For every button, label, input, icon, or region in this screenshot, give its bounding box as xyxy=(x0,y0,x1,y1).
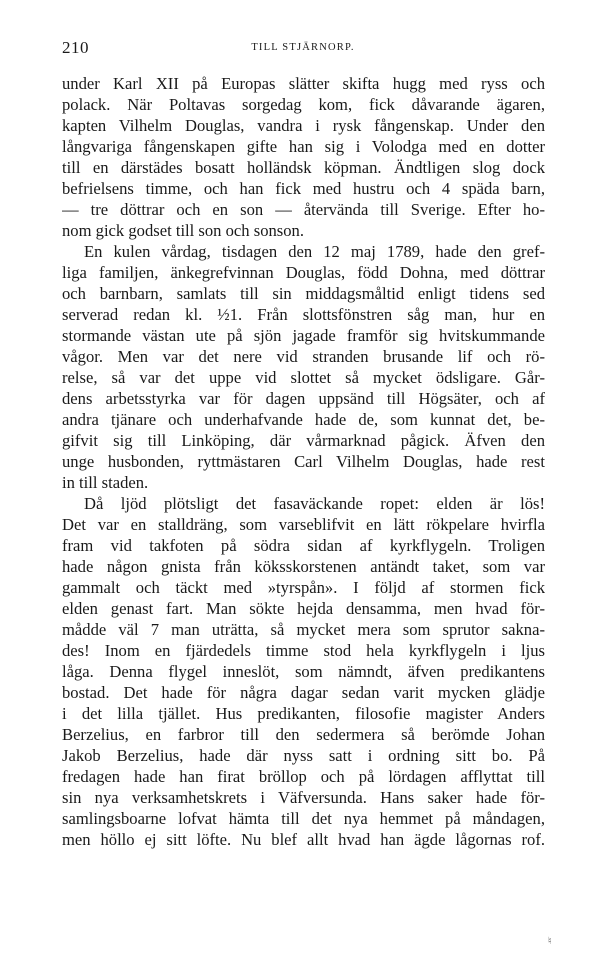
text-line: Berzelius, en farbror till den sedermera så berömde Johan xyxy=(62,725,545,744)
text-line: och barnbarn, samlats till sin middagsmåltid enligt tidens sed xyxy=(62,284,545,303)
text-line: fram vid takfoten på södra sidan af kyrkflygeln. Troligen xyxy=(62,536,545,555)
text-line: des! Inom en fjärdedels timme stod hela kyrkflygeln i ljus xyxy=(62,641,545,660)
text-line: kapten Vilhelm Douglas, vandra i rysk fångenskap. Under den xyxy=(62,116,545,135)
text-line: vågor. Men var det nere vid stranden brusande lif och rö- xyxy=(62,347,545,366)
text-line: låga. Denna flygel inneslöt, som nämndt, äfven predikantens xyxy=(62,662,545,681)
text-line: elden genast fart. Man sökte hejda densamma, men hvad för- xyxy=(62,599,545,618)
text-line: bostad. Det hade för några dagar sedan varit mycken glädje xyxy=(62,683,545,702)
text-line: långvariga fångenskapen gifte han sig i Volodga med en dotter xyxy=(62,137,545,156)
text-line: polack. När Poltavas sorgedag kom, fick dåvarande ägaren, xyxy=(62,95,545,114)
text-line: Då ljöd plötsligt det fasaväckande ropet: elden är lös! xyxy=(84,494,545,513)
text-line: sin nya verksamhetskrets i Väfversunda. Hans saker hade för- xyxy=(62,788,545,807)
text-line: nom gick godset till son och sonson. xyxy=(62,221,304,240)
text-line: relse, så var det uppe vid slottet så mycket ödsligare. Går- xyxy=(62,368,545,387)
text-line: Jakob Berzelius, hade där nyss satt i ordning sitt bo. På xyxy=(62,746,545,765)
page-number: 210 xyxy=(62,38,89,57)
text-line: liga familjen, änkegrefvinnan Douglas, född Dohna, med döttrar xyxy=(62,263,545,282)
body-text xyxy=(62,73,545,850)
text-line: andra tjänare och underhafvande hade de, som kunnat det, be- xyxy=(62,410,545,429)
text-line: unge husbonden, ryttmästaren Carl Vilhelm Douglas, hade rest xyxy=(62,452,545,471)
running-head: TILL STJÄRNORP. xyxy=(251,42,355,53)
text-line: men höllo ej sitt löfte. Nu blef allt hvad han ägde lågornas rof. xyxy=(62,830,545,849)
text-line: i det lilla tjället. Hus predikanten, filosofie magister Anders xyxy=(62,704,545,723)
page-header xyxy=(62,38,544,60)
text-line: mådde väl 7 man uträtta, så mycket mera som sprutor sakna- xyxy=(62,620,545,639)
text-line: serverad redan kl. ½1. Från slottsfönstren såg man, hur en xyxy=(62,305,545,324)
text-line: gammalt och täckt med »tyrspån». I följd af stormen fick xyxy=(62,578,545,597)
text-line: fredagen hade han firat bröllop och på lördagen afflyttat till xyxy=(62,767,545,786)
text-line: till en därstädes bosatt holländsk köpman. Ändtligen slog dock xyxy=(62,158,545,177)
text-line: in till staden. xyxy=(62,473,149,492)
text-line: gifvit sig till Linköping, där vårmarknad pågick. Äfven den xyxy=(62,431,545,450)
text-line: befrielsens timme, och han fick med hustru och 4 späda barn, xyxy=(62,179,545,198)
printer-mark: ♮ xyxy=(548,936,552,947)
text-line: dens arbetsstyrka var för dagen uppsänd till Högsäter, och af xyxy=(62,389,545,408)
text-line: hade någon gnista från köksskorstenen antändt taket, som var xyxy=(62,557,545,576)
text-line: En kulen vårdag, tisdagen den 12 maj 1789, hade den gref- xyxy=(84,242,545,261)
text-line: stormande västan ute på sjön jagade framför sig hvitskummande xyxy=(62,326,545,345)
text-line: under Karl XII på Europas slätter skifta hugg med ryss och xyxy=(62,74,545,93)
text-line: Det var en stalldräng, som varseblifvit en lätt rökpelare hvirfla xyxy=(62,515,545,534)
text-line: — tre döttrar och en son — återvända till Sverige. Efter ho- xyxy=(62,200,545,219)
text-line: samlingsboarne lofvat hämta till det nya hemmet på måndagen, xyxy=(62,809,545,828)
